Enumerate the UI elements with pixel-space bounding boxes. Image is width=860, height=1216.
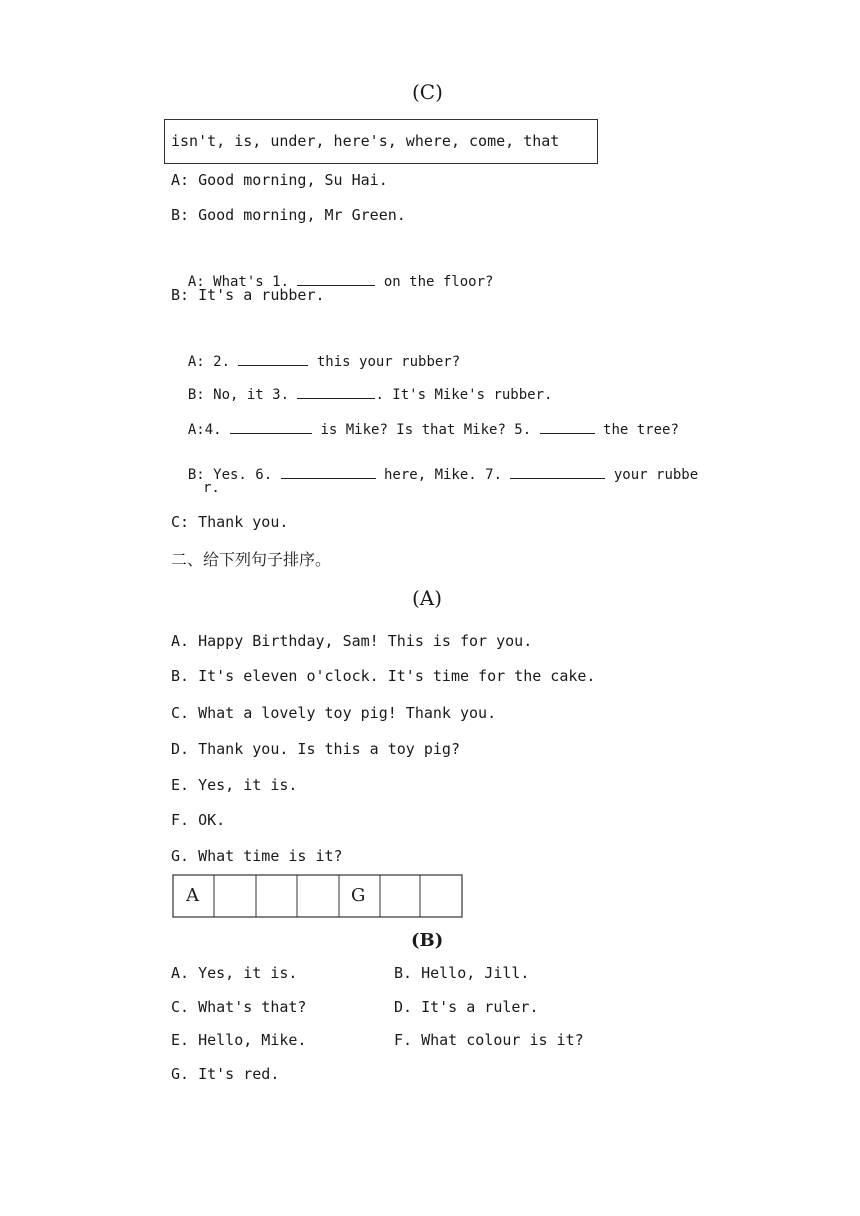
line-7-middle: is Mike? Is that Mike? 5. xyxy=(312,422,540,438)
sentence-f: F. OK. xyxy=(171,811,226,829)
blank-3[interactable] xyxy=(297,384,375,399)
section-a-heading: (A) xyxy=(412,586,443,610)
sentence-b: B. It's eleven o'clock. It's time for the cake. xyxy=(171,667,596,685)
part-2-title: 二、给下列句子排序。 xyxy=(171,550,332,569)
line-8-suffix: your rubbe xyxy=(605,467,699,483)
dialogue-line-7 xyxy=(171,399,679,440)
sentence-c: C. What a lovely toy pig! Thank you. xyxy=(171,704,497,722)
order-cell-5[interactable]: G xyxy=(351,885,366,906)
dialogue-line-4: B: It's a rubber. xyxy=(171,286,325,304)
blank-1[interactable] xyxy=(297,271,375,286)
b-sentence-c: C. What's that? xyxy=(171,998,307,1016)
blank-7[interactable] xyxy=(510,464,605,479)
line-7-suffix: the tree? xyxy=(594,422,679,438)
word-bank-text: isn't, is, under, here's, where, come, that xyxy=(171,132,560,150)
order-cell-1[interactable]: A xyxy=(186,885,199,906)
line-3-suffix: on the floor? xyxy=(375,274,494,290)
dialogue-line-1: A: Good morning, Su Hai. xyxy=(171,171,388,189)
line-8-middle: here, Mike. 7. xyxy=(375,467,511,483)
sentence-e: E. Yes, it is. xyxy=(171,776,298,794)
line-5-suffix: this your rubber? xyxy=(308,354,461,370)
dialogue-line-9: C: Thank you. xyxy=(171,513,289,531)
line-6-prefix: B: No, it 3. xyxy=(187,387,298,403)
b-sentence-d: D. It's a ruler. xyxy=(394,998,539,1016)
line-7-prefix: A:4. xyxy=(187,422,231,438)
b-sentence-g: G. It's red. xyxy=(171,1065,280,1083)
dialogue-line-2: B: Good morning, Mr Green. xyxy=(171,206,406,224)
line-8-prefix: B: Yes. 6. xyxy=(187,467,281,483)
blank-6[interactable] xyxy=(281,464,376,479)
b-sentence-f: F. What colour is it? xyxy=(394,1031,584,1049)
section-c-heading: (C) xyxy=(412,80,443,104)
word-bank-box xyxy=(164,119,598,164)
sentence-a: A. Happy Birthday, Sam! This is for you. xyxy=(171,632,533,650)
dialogue-line-8-wrap: r. xyxy=(203,480,220,496)
blank-4[interactable] xyxy=(230,419,312,434)
section-b-heading: (B) xyxy=(411,930,444,951)
b-sentence-e: E. Hello, Mike. xyxy=(171,1031,307,1049)
order-answer-grid xyxy=(172,873,462,917)
line-5-prefix: A: 2. xyxy=(187,354,239,370)
dialogue-line-8 xyxy=(171,444,698,485)
sentence-d: D. Thank you. Is this a toy pig? xyxy=(171,740,460,758)
line-6-suffix: . It's Mike's rubber. xyxy=(375,387,553,403)
b-sentence-a: A. Yes, it is. xyxy=(171,964,298,982)
line-3-prefix: A: What's 1. xyxy=(187,274,298,290)
order-grid-lines xyxy=(172,873,464,919)
blank-5[interactable] xyxy=(540,419,595,434)
sentence-g: G. What time is it? xyxy=(171,847,343,865)
b-sentence-b: B. Hello, Jill. xyxy=(394,964,530,982)
